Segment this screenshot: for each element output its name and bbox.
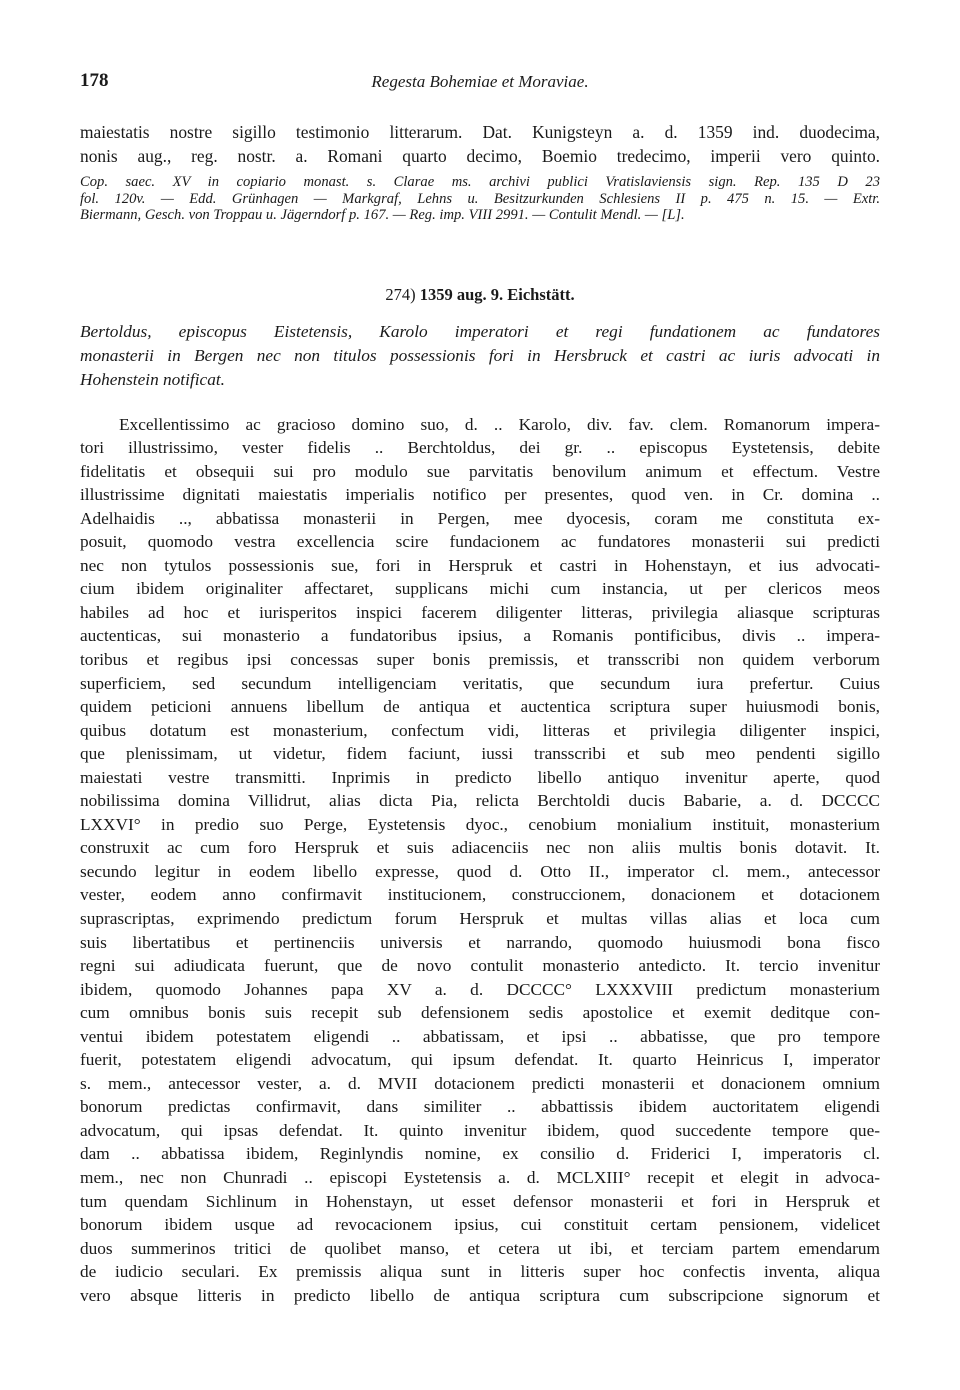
body-line: bonorum ibidem usque ad revocacionem ipsius, cui constituit certam pensionem, videlicet	[80, 1215, 880, 1235]
body-line: toribus et regibus ipsi concessas super bonis premissis, et transscribi non quidem verborum	[80, 649, 880, 669]
body-line: maiestati vestre transmitti. Inprimis in predicto libello antiquo invenitur aperte, quod	[80, 767, 880, 787]
body-line: quidem peticioni annuens libellum de antiqua et auctentica scriptura super huiusmodi bonis,	[80, 697, 880, 717]
body-line: tum quendam Sichlinum in Hohenstayn, ut esset defensor monasterii et fori in Herspruk et	[80, 1191, 880, 1211]
body-line: habiles ad hoc et iurisperitos inspici facerem diligenter litteras, privilegia aliasque scripturas	[80, 602, 880, 622]
document-body	[80, 413, 880, 1308]
body-line: auctenticas, sui monasterio a fundatoribus ipsius, a Romanis pontificibus, divis .. impera-	[80, 626, 880, 646]
body-line: posuit, quomodo vestra excellencia scire fundacionem ac fundatores monasterii sui predicti	[80, 532, 880, 552]
body-line: superficiem, sed secundum intelligenciam veritatis, que secundum iura prefertur. Cuius	[80, 673, 880, 693]
body-line: duos summerinos tritici de quolibet manso, et cetera ut ibi, et terciam partem emendarum	[80, 1238, 880, 1258]
note-line: Biermann, Gesch. von Troppau u. Jägerndorf p. 167. — Reg. imp. VIII 2991. — Contulit Mendl. — [L].	[80, 207, 685, 223]
body-line: advocatum, qui ipsas defendat. It. quinto invenitur ibidem, quod succedente tempore que-	[80, 1120, 880, 1140]
body-line: LXXVI° in predio suo Perge, Eystetensis dyoc., cenobium monialium instituit, monasterium	[80, 814, 880, 834]
body-line: Adelhaidis .., abbatissa monasterii in Pergen, mee dyocesis, coram me constituta ex-	[80, 508, 880, 528]
body-line: fuerit, potestatem eligendi advocatum, qui ipsum defendat. It. quarto Heinricus I, imperator	[80, 1050, 880, 1070]
body-line: que plenissimam, ut videtur, fidem faciunt, iussi transscribi et sub meo pendenti sigillo	[80, 744, 880, 764]
body-line: regni sui adiudicata fuerunt, que de novo contulit monasterio antedicto. It. tercio invenitur	[80, 956, 880, 976]
running-title: Regesta Bohemiae et Moraviae.	[371, 72, 589, 91]
body-line: suprascriptas, exprimendo predictum forum Herspruk et multas villas alias et loca cum	[80, 908, 880, 928]
regest-line: Hohenstein notificat.	[80, 369, 225, 389]
regest-line: monasterii in Bergen nec non titulos possessionis fori in Hersbruck et castri ac iuris advocati in	[80, 345, 880, 365]
previous-entry-ending	[80, 120, 880, 168]
body-line: quibus dotatum est monasterium, confectum vidi, litteras et privilegia diligenter inspici,	[80, 720, 880, 740]
text-line: nonis aug., reg. nostr. a. Romani quarto decimo, Boemio tredecimo, imperii vero quinto.	[80, 146, 880, 166]
body-line: construxit ac cum foro Herspruk et suis adiacenciis nec non aliis multis bonis dotavit. It.	[80, 838, 880, 858]
text-line: maiestatis nostre sigillo testimonio litterarum. Dat. Kunigsteyn a. d. 1359 ind. duodecima,	[80, 122, 880, 142]
note-line: fol. 120v. — Edd. Grünhagen — Markgraf, Lehns u. Besitzurkunden Schlesiens II p. 475 n. 15. — Extr.	[80, 190, 880, 207]
regest-line: Bertoldus, episcopus Eistetensis, Karolo imperatori et regi fundationem ac fundatores	[80, 321, 880, 341]
body-line: s. mem., antecessor vester, a. d. MVII dotacionem predicti monasterii et donacionem omnium	[80, 1073, 880, 1093]
body-line: de iudicio seculari. Ex premissis aliqua sunt in litteris super hoc confectis inventa, aliqua	[80, 1262, 880, 1282]
body-line: mem., nec non Chunradi .. episcopi Eystetensis a. d. MCLXIII° recepit et elegit in advoca-	[80, 1168, 880, 1187]
body-line: nec non tytulos possessionis sue, fori in Herspruk et castri in Hohenstayn, et ius advocati-	[80, 555, 880, 575]
body-line: secundo legitur in eodem libello expresse, quod d. Otto II., imperator cl. mem., antecessor	[80, 861, 880, 881]
body-line: dam .. abbatissa ibidem, Reginlyndis nomine, ex consilio d. Friderici I, imperatoris cl.	[80, 1144, 880, 1164]
body-line: ventui ibidem potestatem eligendi .. abbatissam, et ipsi .. abbatisse, que pro tempore	[80, 1026, 880, 1046]
note-line: Cop. saec. XV in copiario monast. s. Clarae ms. archivi publici Vratislaviensis sign. Rep. 135 D 23	[80, 174, 880, 190]
body-line: tori illustrissimo, vester fidelis .. Berchtoldus, dei gr. .. episcopus Eystetensis, debite	[80, 438, 880, 458]
body-line: fidelitatis et obsequii sui pro modulo sue parvitatis benovilum animum et effectum. Vestre	[80, 461, 880, 481]
running-head	[80, 66, 880, 106]
body-line: illustrissime dignitati maiestatis imperialis notifico per presentes, quod ven. in Cr. domina ..	[80, 485, 880, 505]
entry-number: 274)	[385, 284, 416, 304]
regest-summary	[80, 320, 880, 392]
entry-heading	[80, 285, 880, 305]
body-line: nobilissima domina Villidrut, alias dicta Pia, relicta Berchtoldi ducis Babarie, a. d. DCCCC	[80, 791, 880, 811]
body-line: ibidem, quomodo Johannes papa XV a. d. DCCCC° LXXXVIII predictum monasterium	[80, 979, 880, 999]
entry-date-place: 1359 aug. 9. Eichstätt.	[419, 284, 575, 304]
body-line: vester, eodem anno confirmavit institucionem, construccionem, donacionem et dotacionem	[80, 885, 880, 905]
body-line: cum omnibus bonis suis recepit sub defensionem sedis apostolice et exemit deditque con-	[80, 1003, 880, 1023]
source-note	[80, 174, 880, 224]
page-number: 178	[80, 70, 109, 91]
body-line: Excellentissimo ac gracioso domino suo, d. .. Karolo, div. fav. clem. Romanorum impera-	[119, 414, 880, 434]
body-line: cium ibidem originaliter affectaret, supplicans michi cum instancia, ut per clericos meos	[80, 579, 880, 599]
body-line: vero absque litteris in predicto libello de antiqua scriptura cum subscripcione signorum et	[80, 1285, 880, 1305]
body-line: suis libertatibus et pertinenciis universis et narrando, quomodo huiusmodi bona fisco	[80, 932, 880, 952]
body-line: bonorum predictas confirmavit, dans similiter .. abbattissis ibidem auctoritatem eligendi	[80, 1097, 880, 1117]
